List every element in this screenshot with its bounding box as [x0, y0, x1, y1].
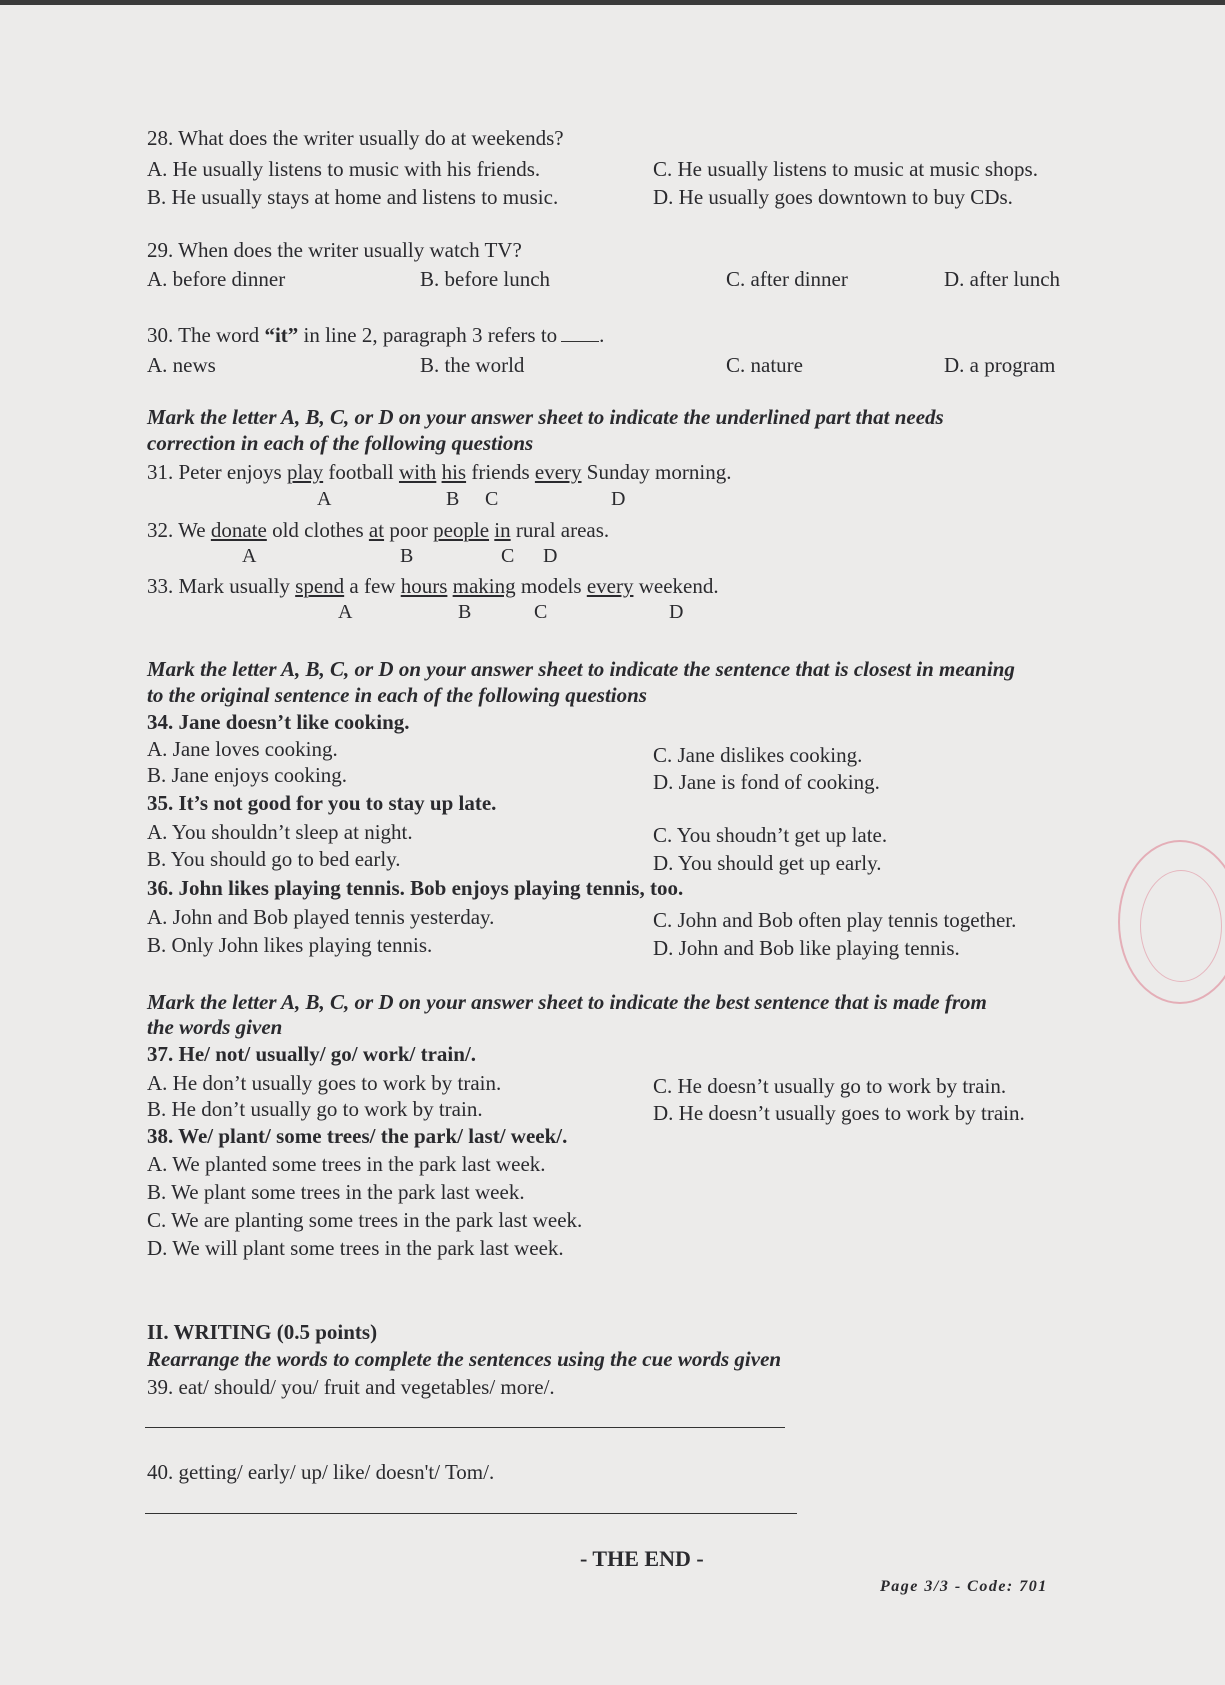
question-30-stem-prefix: 30. The word	[147, 323, 265, 347]
seal-stamp-inner-ring	[1140, 870, 1222, 982]
question-28-option-b: B. He usually stays at home and listens to music.	[147, 185, 559, 209]
q32-text-2: old clothes	[266, 518, 369, 542]
question-28-option-c: C. He usually listens to music at music shops.	[653, 157, 1038, 181]
section-words-instruction-line-2: the words given	[147, 1015, 283, 1039]
question-36-option-b: B. Only John likes playing tennis.	[147, 933, 433, 957]
question-34-option-c: C. Jane dislikes cooking.	[653, 743, 863, 767]
question-39-cues: 39. eat/ should/ you/ fruit and vegetables/ more/.	[147, 1375, 555, 1399]
q33-text-1: 33. Mark usually	[147, 574, 296, 598]
question-34-option-d: D. Jane is fond of cooking.	[653, 770, 880, 794]
answer-blank	[561, 341, 599, 342]
question-30-option-b: B. the world	[420, 353, 525, 377]
end-marker: - THE END -	[580, 1546, 704, 1571]
q33-letter-c: C	[534, 601, 548, 623]
question-35-option-d: D. You should get up early.	[653, 851, 882, 875]
q32-text-3: poor	[384, 518, 434, 542]
question-34-stem: 34. Jane doesn’t like cooking.	[147, 710, 410, 734]
q31-letter-a: A	[317, 488, 332, 510]
writing-heading: II. WRITING (0.5 points)	[147, 1320, 378, 1344]
question-37-stem: 37. He/ not/ usually/ go/ work/ train/.	[147, 1042, 477, 1066]
q31-letter-d: D	[611, 488, 626, 510]
question-30-option-d: D. a program	[944, 353, 1056, 377]
q31-text-1: 31. Peter enjoys	[147, 460, 287, 484]
question-36-option-c: C. John and Bob often play tennis together.	[653, 908, 1017, 932]
section-error-instruction-line-1: Mark the letter A, B, C, or D on your answer sheet to indicate the underlined part that needs	[147, 405, 944, 429]
section-meaning-instruction-line-2: to the original sentence in each of the following questions	[147, 683, 647, 707]
question-29-option-c: C. after dinner	[726, 267, 848, 291]
question-34-option-b: B. Jane enjoys cooking.	[147, 763, 348, 787]
q31-text-5: Sunday morning.	[581, 460, 732, 484]
question-30-stem	[147, 323, 604, 348]
section-error-instruction-line-2: correction in each of the following questions	[147, 431, 534, 455]
q31-text-4: friends	[466, 460, 535, 484]
q33-underline-a: spend	[295, 574, 345, 598]
answer-line-40	[145, 1513, 797, 1514]
question-29-option-d: D. after lunch	[944, 267, 1061, 291]
question-32-sentence	[147, 518, 609, 543]
question-30-stem-word: “it”	[264, 323, 299, 347]
q32-underline-d: in	[494, 518, 511, 542]
question-33-sentence	[147, 574, 719, 599]
page-footer: Page 3/3 - Code: 701	[880, 1578, 1048, 1595]
question-38-option-b: B. We plant some trees in the park last week.	[147, 1180, 525, 1204]
question-29-stem: 29. When does the writer usually watch TV?	[147, 238, 522, 262]
question-38-option-c: C. We are planting some trees in the park last week.	[147, 1208, 583, 1232]
q33-text-5: weekend.	[633, 574, 719, 598]
question-35-option-c: C. You shoudn’t get up late.	[653, 823, 888, 847]
q32-underline-a: donate	[210, 518, 267, 542]
question-30-option-a: A. news	[147, 353, 216, 377]
q31-underline-d: every	[534, 460, 582, 484]
question-28-stem: 28. What does the writer usually do at weekends?	[147, 126, 564, 150]
question-29-option-a: A. before dinner	[147, 267, 286, 291]
question-31-sentence	[147, 460, 731, 485]
question-38-stem: 38. We/ plant/ some trees/ the park/ last/ week/.	[147, 1124, 568, 1148]
q33-underline-c: making	[452, 574, 516, 598]
q33-text-2: a few	[344, 574, 401, 598]
q31-letter-b: B	[446, 488, 460, 510]
q32-text-1: 32. We	[147, 518, 211, 542]
q31-text-2: football	[323, 460, 399, 484]
q33-letter-d: D	[669, 601, 684, 623]
question-38-option-a: A. We planted some trees in the park last week.	[147, 1152, 546, 1176]
question-36-option-d: D. John and Bob like playing tennis.	[653, 936, 960, 960]
question-28-option-a: A. He usually listens to music with his friends.	[147, 157, 541, 181]
question-35-stem: 35. It’s not good for you to stay up late.	[147, 791, 497, 815]
q32-letter-b: B	[400, 545, 414, 567]
q33-underline-b: hours	[400, 574, 448, 598]
q33-letter-a: A	[338, 601, 353, 623]
question-37-option-b: B. He don’t usually go to work by train.	[147, 1097, 483, 1121]
question-36-option-a: A. John and Bob played tennis yesterday.	[147, 905, 495, 929]
q32-underline-b: at	[368, 518, 385, 542]
scan-top-edge	[0, 0, 1225, 5]
q32-letter-d: D	[543, 545, 558, 567]
q31-underline-b: with	[398, 460, 437, 484]
question-36-stem: 36. John likes playing tennis. Bob enjoys playing tennis, too.	[147, 876, 684, 900]
question-40-cues: 40. getting/ early/ up/ like/ doesn't/ Tom/.	[147, 1460, 495, 1484]
question-35-option-b: B. You should go to bed early.	[147, 847, 401, 871]
section-meaning-instruction-line-1: Mark the letter A, B, C, or D on your answer sheet to indicate the sentence that is closest in meaning	[147, 657, 1015, 681]
q31-underline-a: play	[286, 460, 324, 484]
q31-letter-c: C	[485, 488, 499, 510]
q31-underline-c: his	[441, 460, 467, 484]
question-30-stem-end: .	[599, 323, 605, 347]
answer-line-39	[145, 1427, 785, 1428]
question-28-option-d: D. He usually goes downtown to buy CDs.	[653, 185, 1013, 209]
question-35-option-a: A. You shouldn’t sleep at night.	[147, 820, 413, 844]
question-37-option-c: C. He doesn’t usually go to work by train.	[653, 1074, 1007, 1098]
question-38-option-d: D. We will plant some trees in the park last week.	[147, 1236, 564, 1260]
q32-text-5: rural areas.	[510, 518, 610, 542]
question-34-option-a: A. Jane loves cooking.	[147, 737, 338, 761]
section-words-instruction-line-1: Mark the letter A, B, C, or D on your answer sheet to indicate the best sentence that is made from	[147, 990, 987, 1014]
q33-letter-b: B	[458, 601, 472, 623]
writing-instruction: Rearrange the words to complete the sentences using the cue words given	[147, 1347, 782, 1371]
question-37-option-d: D. He doesn’t usually goes to work by train.	[653, 1101, 1025, 1125]
q32-letter-a: A	[242, 545, 257, 567]
q32-letter-c: C	[501, 545, 515, 567]
question-30-stem-suffix: in line 2, paragraph 3 refers to	[298, 323, 558, 347]
question-30-option-c: C. nature	[726, 353, 803, 377]
q33-text-4: models	[515, 574, 587, 598]
q33-underline-d: every	[586, 574, 634, 598]
q32-underline-c: people	[433, 518, 490, 542]
question-37-option-a: A. He don’t usually goes to work by train.	[147, 1071, 502, 1095]
question-29-option-b: B. before lunch	[420, 267, 551, 291]
